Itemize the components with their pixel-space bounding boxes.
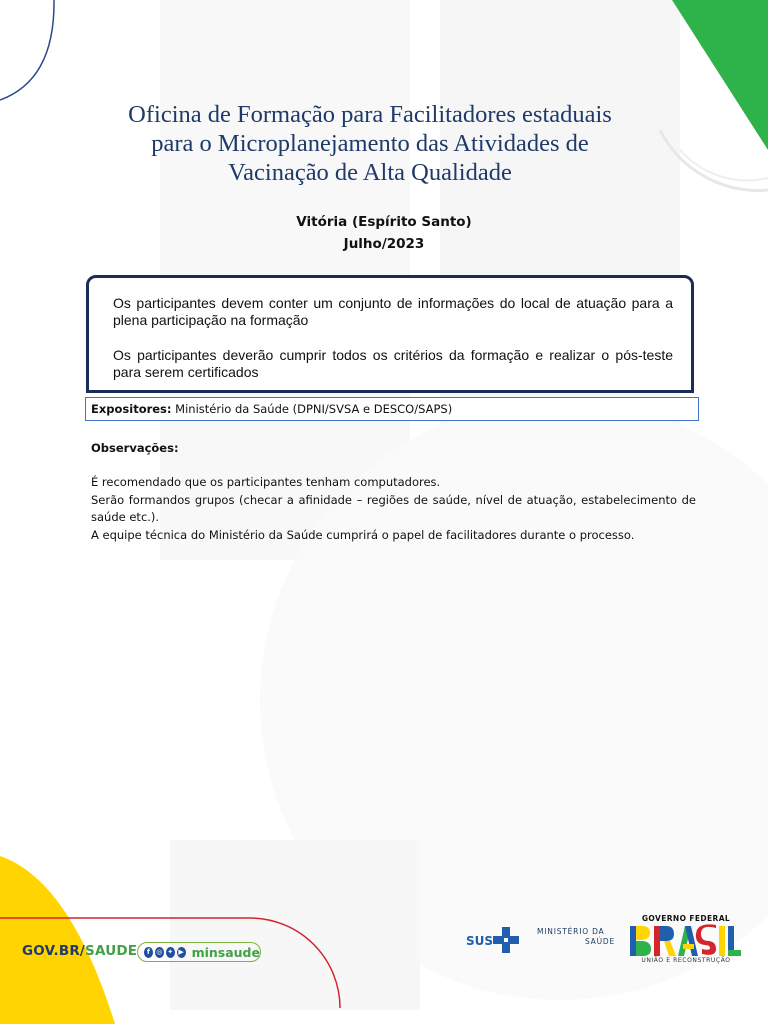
observacao-item: A equipe técnica do Ministério da Saúde cumprirá o papel de facilitadores durante o processo. [91, 527, 635, 542]
youtube-icon: ▶ [178, 947, 184, 956]
sus-logo [466, 925, 524, 955]
requirements-paragraph-2: Os participantes deverão cumprir todos os critérios da formação e realizar o pós-teste para serem certificados [113, 347, 673, 380]
govbr-saude-link[interactable] [22, 943, 137, 959]
ministerio-line-1: MINISTÉRIO DA [537, 927, 605, 936]
corner-yellow-shape [0, 856, 115, 1024]
twitter-icon: ✦ [167, 947, 174, 956]
govbr-suffix: SAUDE [85, 943, 138, 959]
ministerio-saude-logo [537, 927, 617, 946]
social-media-badge[interactable] [137, 942, 261, 962]
event-date: Julho/2023 [343, 236, 425, 252]
corner-green-triangle [672, 0, 768, 150]
requirements-box [86, 275, 694, 393]
sus-text: SUS [466, 934, 494, 948]
governo-federal-label: GOVERNO FEDERAL [641, 914, 731, 923]
brasil-logo [628, 924, 742, 958]
expositores-row [85, 397, 699, 421]
title-line-3: Vacinação de Alta Qualidade [228, 159, 512, 186]
expositores-value: Ministério da Saúde (DPNI/SVSA e DESCO/SAPS) [171, 402, 453, 416]
observacoes-title [91, 440, 696, 458]
governo-slogan: UNIÃO E RECONSTRUÇÃO [641, 957, 731, 964]
govbr-prefix: GOV.BR/ [22, 943, 86, 959]
instagram-icon: ◎ [156, 947, 163, 956]
event-location: Vitória (Espírito Santo) [296, 214, 472, 230]
title-line-2: para o Microplanejamento das Atividades de [151, 130, 589, 157]
page-title [60, 100, 680, 187]
observacoes-list [91, 474, 696, 544]
ministerio-line-2: SAÚDE [584, 936, 615, 946]
title-line-1: Oficina de Formação para Facilitadores estaduais [128, 101, 612, 128]
social-handle: minsaude [191, 944, 260, 960]
observacao-item: Serão formandos grupos (checar a afinidade – regiões de saúde, nível de atuação, estabelecimento de saúde etc.). [91, 492, 696, 524]
facebook-icon: f [144, 947, 153, 958]
expositores-label: Expositores: [91, 402, 172, 416]
requirements-paragraph-1: Os participantes devem conter um conjunto de informações do local de atuação para a plena participação na formação [113, 295, 673, 328]
observacoes-heading: Observações: [91, 441, 179, 455]
observacao-item: É recomendado que os participantes tenham computadores. [91, 475, 441, 489]
